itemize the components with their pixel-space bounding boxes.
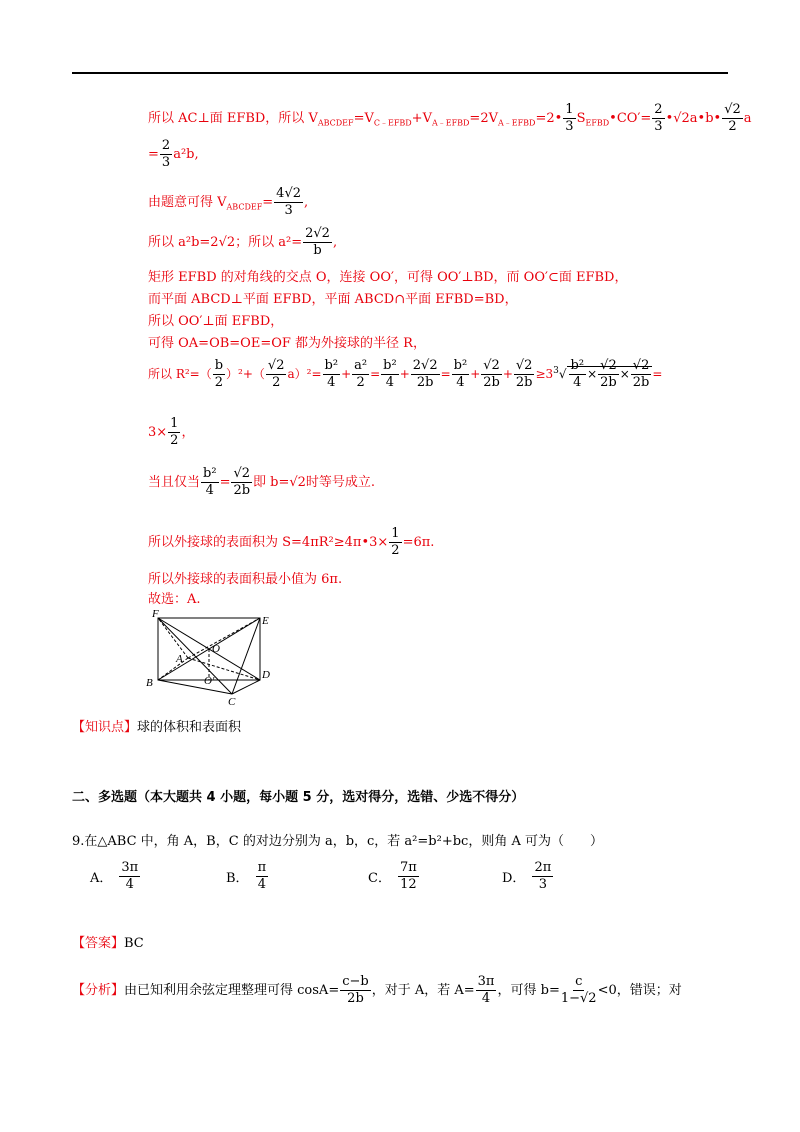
- fraction: $\frac{1}{3}$: [565, 102, 574, 134]
- label-e: E: [262, 615, 269, 627]
- label-b: B: [146, 677, 153, 689]
- question-text: 9.在△ABC 中，角 A，B，C 的对边分别为 a，b，c，若 a²=b²+bc，则角 A 可为（ ）: [72, 834, 603, 849]
- label-o: O: [212, 643, 220, 655]
- analysis: 【分析】由已知利用余弦定理整理可得 cosA= $\frac{c-b}{2b}$ ，对于 A，若 A= $\frac{3\pi}{4}$ ，可得 b= $\frac{c}{1-√2}$ <0，错误；对: [72, 974, 682, 1006]
- knowledge-point: 【知识点】球的体积和表面积: [72, 720, 242, 735]
- solution-line-2: = $\frac{2}{3}$ a²b,: [148, 138, 199, 170]
- solution-line-6: 而平面 ABCD⊥平面 EFBD，平面 ABCD∩平面 EFBD=BD，: [148, 292, 518, 307]
- fraction: $\frac{2}{3}$: [654, 102, 663, 134]
- solution-line-8: 可得 OA=OB=OE=OF 都为外接球的半径 R，: [148, 336, 426, 351]
- label-f: F: [152, 608, 159, 620]
- solution-line-13: 所以外接球的表面积最小值为 6π.: [148, 572, 343, 587]
- fraction: $\frac{√2}{2}$: [724, 102, 741, 134]
- option-c: C． $\frac{7\pi}{12}$: [368, 860, 417, 892]
- solution-line-14: 故选：A.: [148, 592, 201, 607]
- solution-line-9: 所以 R²=（ $\frac{b}{2}$ ）²+（ $\frac{√2}{2}$ a）²= $\frac{\text{b²}}{4}$ + $\frac{\text{a²}}{2}$ = $\frac{\text{b²}}{4}$ + $\frac{2√2}{2b}$ = $\frac{\text{b²}}{4}$ + $\frac{√2}{2b}$ + $\frac{√2}{2b}$ $\ge 3^3√$ $\frac{\text{b²}}{4}$ × $\frac{√2}{2b}$ × $\frac{√2}{2b}$ =: [148, 358, 663, 390]
- fraction: $\frac{4√2}{3}$: [276, 186, 301, 218]
- solution-line-4: 所以 a²b=2√2；所以 a²= $\frac{2√2}{b}$ ,: [148, 226, 338, 258]
- label-a: A: [176, 653, 183, 665]
- option-d: D． $\frac{2\pi}{3}$: [502, 860, 552, 892]
- answer: 【答案】BC: [72, 936, 144, 951]
- label-c: C: [228, 696, 236, 708]
- fraction: $\frac{2√2}{b}$: [305, 226, 330, 258]
- geometry-figure: [140, 608, 290, 708]
- section-title: 二、多选题（本大题共 4 小题，每小题 5 分，选对得分，选错、少选不得分）: [72, 790, 525, 805]
- fraction: $\frac{2}{3}$: [161, 138, 171, 170]
- solution-line-12: 所以外接球的表面积为 S=4πR²≥4π•3× $\frac{1}{2}$ =6π.: [148, 526, 435, 558]
- solution-line-3: 由题意可得 $V_{ABCDEF}=$ $\frac{4√2}{3}$ ,: [148, 186, 309, 218]
- solution-line-11: 当且仅当 $\frac{\text{b²}}{4}$ = $\frac{√2}{2b}$ 即 b=√2时等号成立.: [148, 466, 376, 498]
- option-b: B． $\frac{\pi}{4}$: [226, 860, 267, 892]
- solution-line-7: 所以 OO′⊥面 EFBD，: [148, 314, 284, 329]
- option-a: A． $\frac{3\pi}{4}$: [90, 860, 139, 892]
- solution-line-10: 3× $\frac{1}{2}$ ，: [148, 416, 195, 448]
- solution-line-1: 所以 AC⊥面 EFBD，所以 $V_{ABCDEF}=V_{C﹣EFBD}+V_{A﹣EFBD}=2V_{A﹣EFBD}=2•$ $\frac{1}{3}$ $S_{EFBD}•CO'=$ $\frac{2}{3}$ •√2a•b• $\frac{√2}{2}$ a: [148, 102, 752, 134]
- label-d: D: [262, 669, 270, 681]
- label-o-prime: O′: [204, 675, 215, 687]
- solution-line-5: 矩形 EFBD 的对角线的交点 O，连接 OO′，可得 OO′⊥BD，而 OO′⊂面 EFBD，: [148, 270, 628, 285]
- header-rule: [72, 72, 728, 74]
